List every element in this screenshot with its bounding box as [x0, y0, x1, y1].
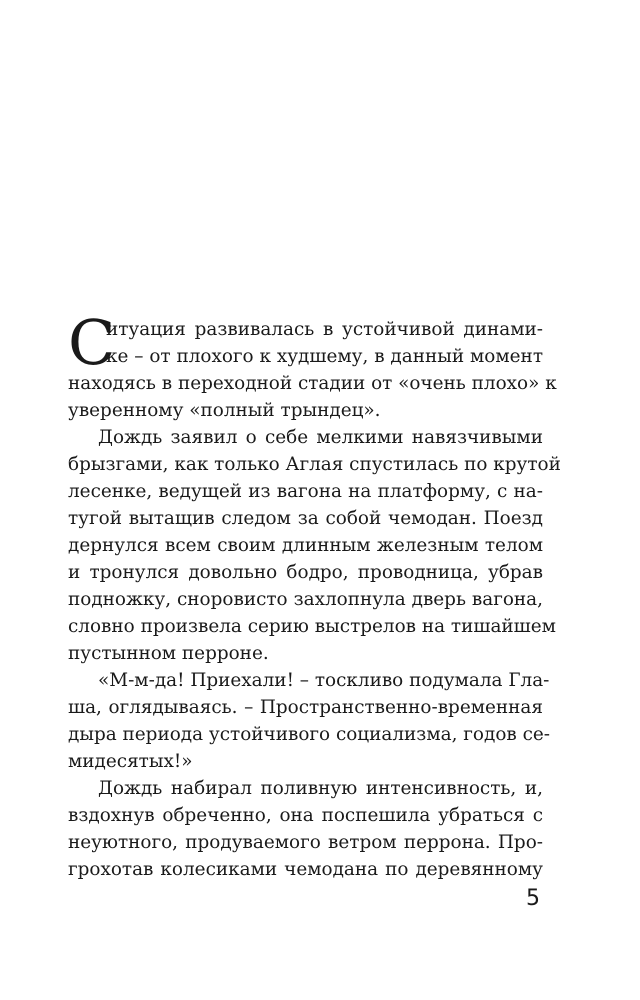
text-line: мидесятых!» — [68, 751, 193, 772]
text-line: и тронулся довольно бодро, проводница, убрав — [68, 562, 543, 583]
text-line: ке – от плохого к худшему, в данный момент — [106, 346, 543, 367]
text-line: итуация развивалась в устойчивой динами- — [106, 319, 543, 340]
paragraph-4 — [68, 775, 543, 883]
text-line: неуютного, продуваемого ветром перрона. Про- — [68, 832, 543, 853]
text-line: брызгами, как только Аглая спустилась по крутой — [68, 454, 561, 475]
text-line: ша, оглядываясь. – Пространственно-временная — [68, 697, 543, 718]
paragraph-2 — [68, 424, 561, 667]
paragraph-3 — [68, 667, 550, 775]
text-line: Дождь заявил о себе мелкими навязчивыми — [98, 427, 543, 448]
text-line: тугой вытащив следом за собой чемодан. Поезд — [68, 508, 543, 529]
text-line: вздохнув обреченно, она поспешила убраться с — [68, 805, 543, 826]
text-line: уверенному «полный трындец». — [68, 400, 381, 421]
text-line: дернулся всем своим длинным железным телом — [68, 535, 543, 556]
text-line: лесенке, ведущей из вагона на платформу, с на- — [68, 481, 543, 502]
paragraph-1 — [68, 306, 557, 424]
page-number: 5 — [526, 886, 540, 911]
text-line: подножку, сноровисто захлопнула дверь вагона, — [68, 589, 543, 610]
text-line: дыра периода устойчивого социализма, годов се- — [68, 724, 550, 745]
drop-cap: С — [68, 306, 116, 379]
text-line: «М-м-да! Приехали! – тоскливо подумала Гла- — [98, 670, 550, 691]
text-line: грохотав колесиками чемодана по деревянному — [68, 859, 543, 880]
text-line: словно произвела серию выстрелов на тишайшем — [68, 616, 556, 637]
text-body — [68, 306, 561, 883]
text-line: находясь в переходной стадии от «очень плохо» к — [68, 373, 557, 394]
text-line: Дождь набирал поливную интенсивность, и, — [98, 778, 543, 799]
text-line: пустынном перроне. — [68, 643, 269, 664]
